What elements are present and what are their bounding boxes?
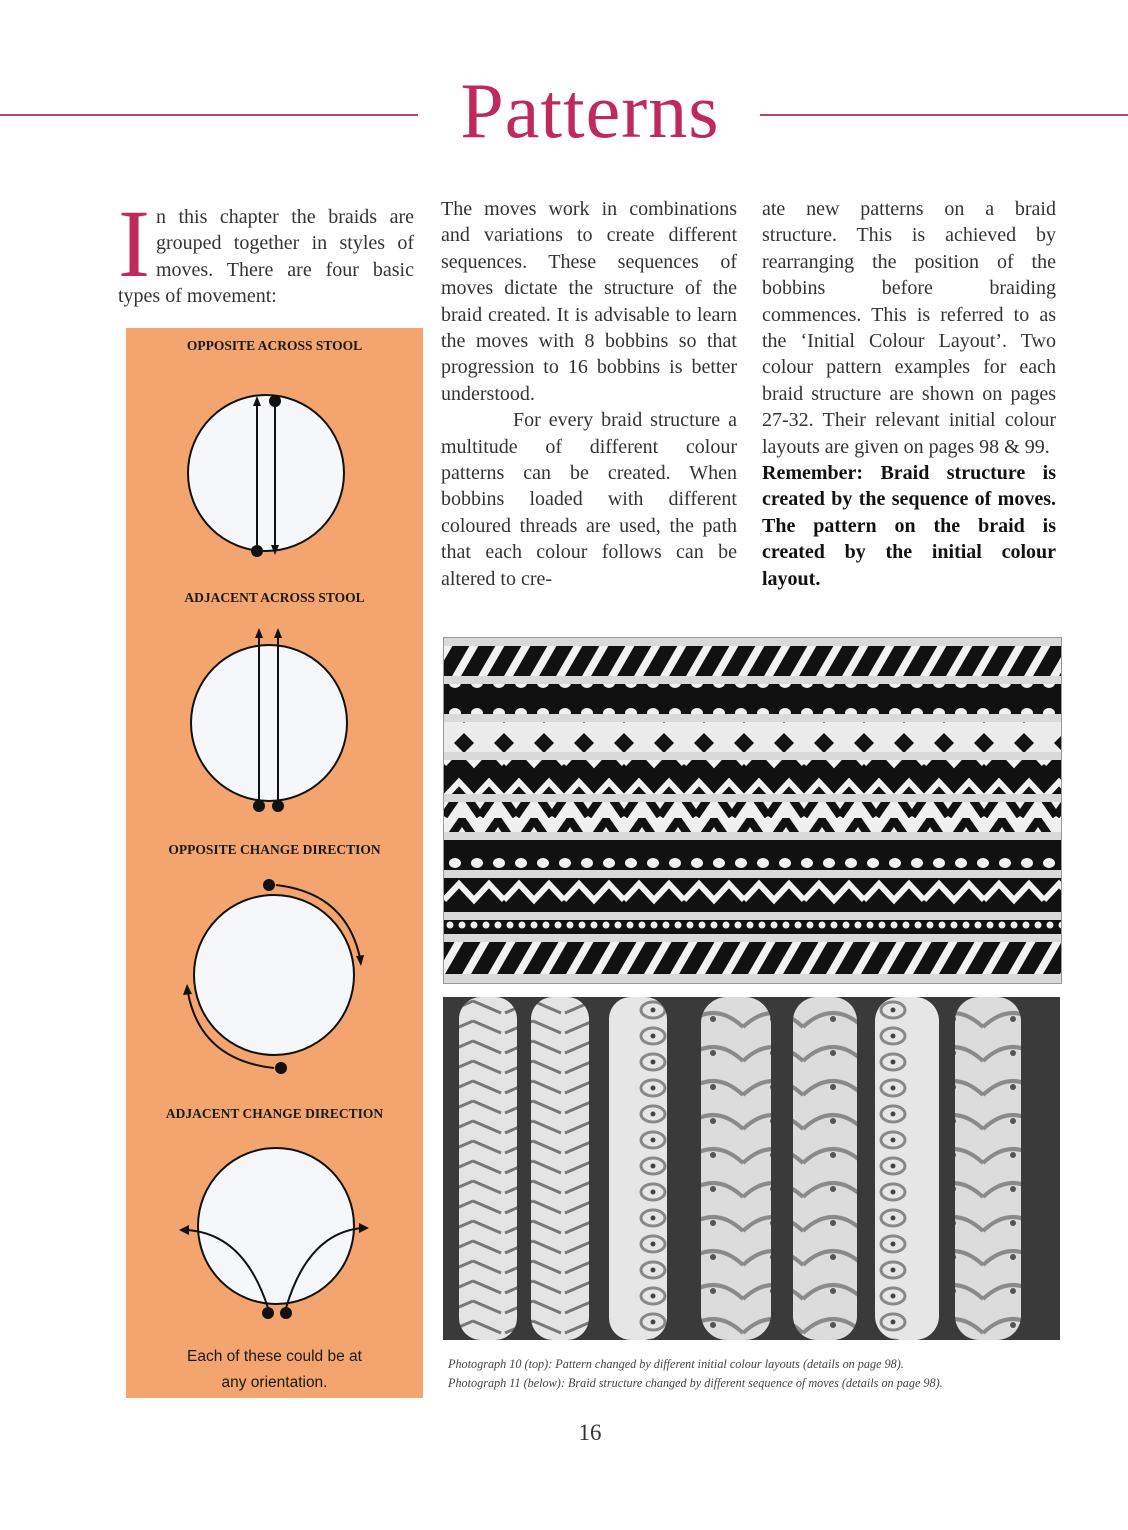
intro-text: n this chapter the braids are grouped together in styles of moves. There are four basic types of movement: [118, 206, 414, 308]
intro-column [118, 190, 414, 310]
header-rule-left [0, 114, 418, 116]
adjacent-change-direction-diagram [126, 1138, 423, 1338]
body-paragraph-2-start: For every braid structure a multitude of different colour patterns can be created. When bobbins loaded with different coloured threads are used, the path that each colour follows can be altered to cre- [441, 409, 737, 590]
orientation-note-line2: any orientation. [221, 1374, 328, 1391]
move-label-adjacent-change: ADJACENT CHANGE DIRECTION [165, 1106, 384, 1121]
body-column-left [441, 196, 737, 592]
photograph-10-pattern-braids [443, 637, 1062, 984]
photograph-11-braid-structures [443, 997, 1060, 1340]
photograph-11-caption: Photograph 11 (below): Braid structure changed by different sequence of moves (details on page 98). [448, 1376, 943, 1390]
body-column-right [762, 196, 1056, 592]
drop-cap: I [118, 190, 150, 297]
orientation-note [126, 1344, 423, 1396]
adjacent-across-stool-diagram [126, 618, 423, 828]
remember-note: Remember: Braid structure is created by the sequence of moves. The pattern on the braid is created by the initial colour layout. [762, 462, 1056, 590]
move-label-opposite-across: OPPOSITE ACROSS STOOL [186, 338, 363, 353]
header-rule-right [760, 114, 1128, 116]
opposite-change-direction-diagram [126, 868, 423, 1083]
braid-structures-image [443, 997, 1060, 1340]
move-label-opposite-change: OPPOSITE CHANGE DIRECTION [168, 842, 381, 857]
pattern-braids-image [444, 638, 1061, 983]
body-paragraph-2-end: ate new patterns on a braid structure. This is achieved by rearranging the position of the bobbins before braiding commences. This is referred to as the ‘Initial Colour Layout’. Two colour pattern examples for each braid structure are shown on pages 27-32. Their relevant initial colour layouts are given on pages 98 & 99. [762, 198, 1056, 458]
body-paragraph-1: The moves work in combinations and variations to create different sequences. These sequences of moves dictate the structure of the braid created. It is advisable to learn the moves with 8 bobbins so that progression to 16 bobbins is better understood. [441, 198, 737, 405]
moves-panel [126, 328, 423, 1398]
page-number: 16 [578, 1420, 602, 1445]
opposite-across-stool-diagram [126, 358, 423, 578]
photograph-10-caption: Photograph 10 (top): Pattern changed by different initial colour layouts (details on page 98). [448, 1357, 904, 1371]
orientation-note-line1: Each of these could be at [187, 1348, 362, 1365]
move-label-adjacent-across: ADJACENT ACROSS STOOL [184, 590, 365, 605]
page-title: Patterns [460, 67, 720, 154]
